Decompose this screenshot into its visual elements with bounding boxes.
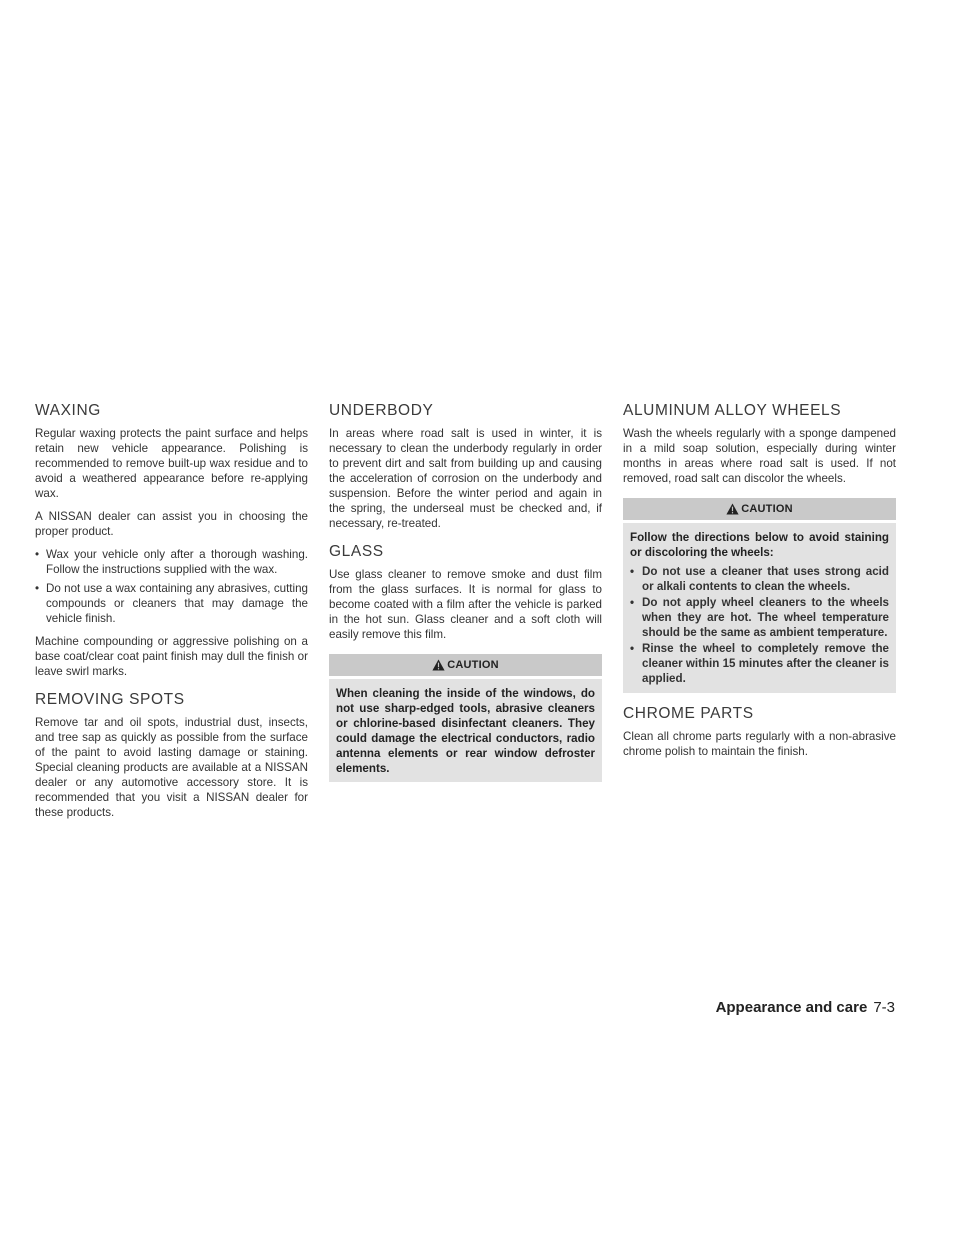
section-title-chrome-parts: CHROME PARTS xyxy=(623,705,754,722)
section-title-alloy-wheels: ALUMINUM ALLOY WHEELS xyxy=(623,402,842,419)
removing-spots-paragraph: Remove tar and oil spots, industrial dust, insects, and tree sap as quickly as possible from the surface of the paint to avoid lasting damage or staining. Special cleaning products are available at a NISSAN dealer or any automotive accessory store. It is recommended that you visit a NISSAN dealer for these products. xyxy=(35,716,308,819)
alloy-wheels-paragraph: Wash the wheels regularly with a sponge dampened in a mild soap solution, especially during winter months in areas where road salt is used. If not removed, road salt can discolor the wheels. xyxy=(623,427,896,485)
warning-icon xyxy=(432,659,445,671)
waxing-paragraph-1: Regular waxing protects the paint surface and helps retain new vehicle appearance. Polishing is recommended to remove built-up wax residue and to avoid a weathered appearance before re-applying wax. xyxy=(35,427,308,500)
section-aluminum-alloy-wheels xyxy=(623,402,896,693)
column-right xyxy=(623,402,896,771)
section-title-removing-spots: REMOVING SPOTS xyxy=(35,691,185,708)
page-footer xyxy=(716,999,895,1016)
caution-intro: Follow the directions below to avoid staining or discoloring the wheels: xyxy=(630,531,889,559)
column-left xyxy=(35,402,308,832)
caution-list xyxy=(630,564,889,686)
caution-header xyxy=(329,654,602,676)
section-removing-spots xyxy=(35,691,308,820)
waxing-paragraph-2: A NISSAN dealer can assist you in choosing the proper product. xyxy=(35,510,308,538)
waxing-bullet-list xyxy=(35,547,308,626)
page-number: 7-3 xyxy=(873,999,895,1016)
column-middle xyxy=(329,402,602,794)
caution-text: When cleaning the inside of the windows, do not use sharp-edged tools, abrasive cleaners or chlorine-based disinfectant cleaners. They could damage the electrical conductors, radio antenna elements or rear window defroster elements. xyxy=(329,679,602,782)
section-title-underbody: UNDERBODY xyxy=(329,402,434,419)
chrome-parts-paragraph: Clean all chrome parts regularly with a non-abrasive chrome polish to maintain the finish. xyxy=(623,730,896,758)
underbody-paragraph: In areas where road salt is used in winter, it is necessary to clean the underbody regularly in order to prevent dirt and salt from building up and causing the acceleration of corrosion on the underbody and suspension. Before the winter period and again in the spring, the underseal must be checked and, if necessary, re-treated. xyxy=(329,427,602,530)
section-underbody xyxy=(329,402,602,531)
list-item: • Do not use a cleaner that uses strong acid or alkali contents to clean the wheels. xyxy=(630,564,889,594)
list-item: • Rinse the wheel to completely remove the cleaner within 15 minutes after the cleaner is applied. xyxy=(630,641,889,686)
list-item: • Do not apply wheel cleaners to the wheels when they are hot. The wheel temperature should be the same as ambient temperature. xyxy=(630,595,889,640)
waxing-paragraph-3: Machine compounding or aggressive polishing on a base coat/clear coat paint finish may dull the finish or leave swirl marks. xyxy=(35,635,308,678)
section-glass xyxy=(329,543,602,782)
section-title-glass: GLASS xyxy=(329,543,384,560)
glass-paragraph: Use glass cleaner to remove smoke and dust film from the glass surfaces. It is normal for glass to become coated with a film after the vehicle is parked in the hot sun. Glass cleaner and a soft cloth will easily remove this film. xyxy=(329,568,602,641)
section-chrome-parts xyxy=(623,705,896,759)
warning-icon xyxy=(726,503,739,515)
caution-label: CAUTION xyxy=(447,659,499,671)
caution-box-wheels xyxy=(623,498,896,693)
section-waxing xyxy=(35,402,308,679)
chapter-title: Appearance and care xyxy=(715,999,868,1016)
caution-box-glass xyxy=(329,654,602,782)
list-item: • Do not use a wax containing any abrasives, cutting compounds or cleaners that may damage the vehicle finish. xyxy=(35,581,308,626)
section-title-waxing: WAXING xyxy=(35,402,101,419)
caution-header xyxy=(623,498,896,520)
caution-content xyxy=(623,523,896,693)
list-item: • Wax your vehicle only after a thorough washing. Follow the instructions supplied with the wax. xyxy=(35,547,308,577)
caution-label: CAUTION xyxy=(741,503,793,515)
